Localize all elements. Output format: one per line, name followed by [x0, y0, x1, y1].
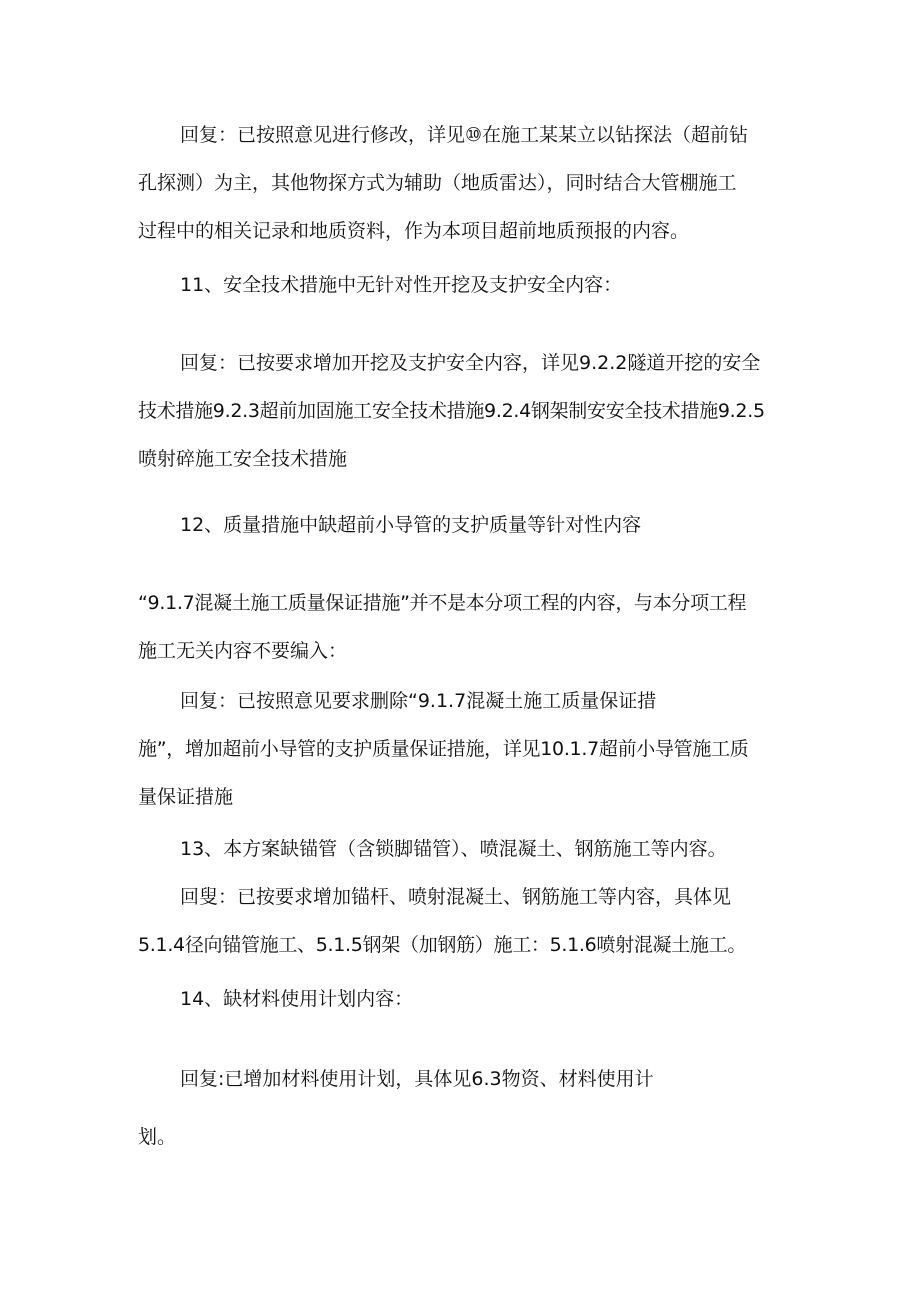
item-12-comment-line-2: 施工无关内容不要编入：	[138, 640, 348, 662]
reply-13-line-1: 回叟：已按要求增加锚杆、喷射混凝土、钢筋施工等内容，具体见	[180, 886, 732, 908]
item-11-heading: 11、安全技术措施中无针对性开挖及支护安全内容：	[180, 274, 623, 296]
reply-11-line-3: 喷射碎施工安全技术措施	[138, 448, 348, 470]
item-13-heading: 13、本方案缺锚管（含锁脚锚管）、喷混凝土、钢筋施工等内容。	[180, 838, 727, 860]
reply-12-line-2: 施”，增加超前小导管的支护质量保证措施，详见10.1.7超前小导管施工质	[138, 738, 749, 760]
reply-14-line-1: 回复:已增加材料使用计划，具体见6.3物资、材料使用计	[180, 1068, 654, 1090]
reply-12-line-1: 回复：已按照意见要求删除“9.1.7混凝土施工质量保证措	[180, 690, 657, 712]
reply-11-line-1: 回复：已按要求增加开挖及支护安全内容，详见9.2.2隧道开挖的安全	[180, 352, 761, 374]
item-12-heading: 12、质量措施中缺超前小导管的支护质量等针对性内容	[180, 514, 642, 536]
reply-13-line-2: 5.1.4径向锚管施工、5.1.5钢架（加钢筋）施工：5.1.6喷射混凝土施工。	[138, 934, 747, 956]
reply-10-line-1: 回复：已按照意见进行修改，详见⑩在施工某某立以钻探法（超前钻	[180, 124, 749, 146]
reply-10-line-2: 孔探测）为主，其他物探方式为辅助（地质雷达），同时结合大管棚施工	[138, 172, 737, 194]
reply-14-line-2: 划。	[138, 1126, 177, 1148]
reply-10-line-3: 过程中的相关记录和地质资料，作为本项目超前地质预报的内容。	[138, 220, 690, 242]
reply-12-line-3: 量保证措施	[138, 786, 234, 808]
reply-11-line-2: 技术措施9.2.3超前加固施工安全技术措施9.2.4钢架制安安全技术措施9.2.5	[138, 400, 765, 422]
item-12-comment-line-1: “9.1.7混凝土施工质量保证措施”并不是本分项工程的内容，与本分项工程	[138, 592, 747, 614]
item-14-heading: 14、缺材料使用计划内容：	[180, 988, 414, 1010]
